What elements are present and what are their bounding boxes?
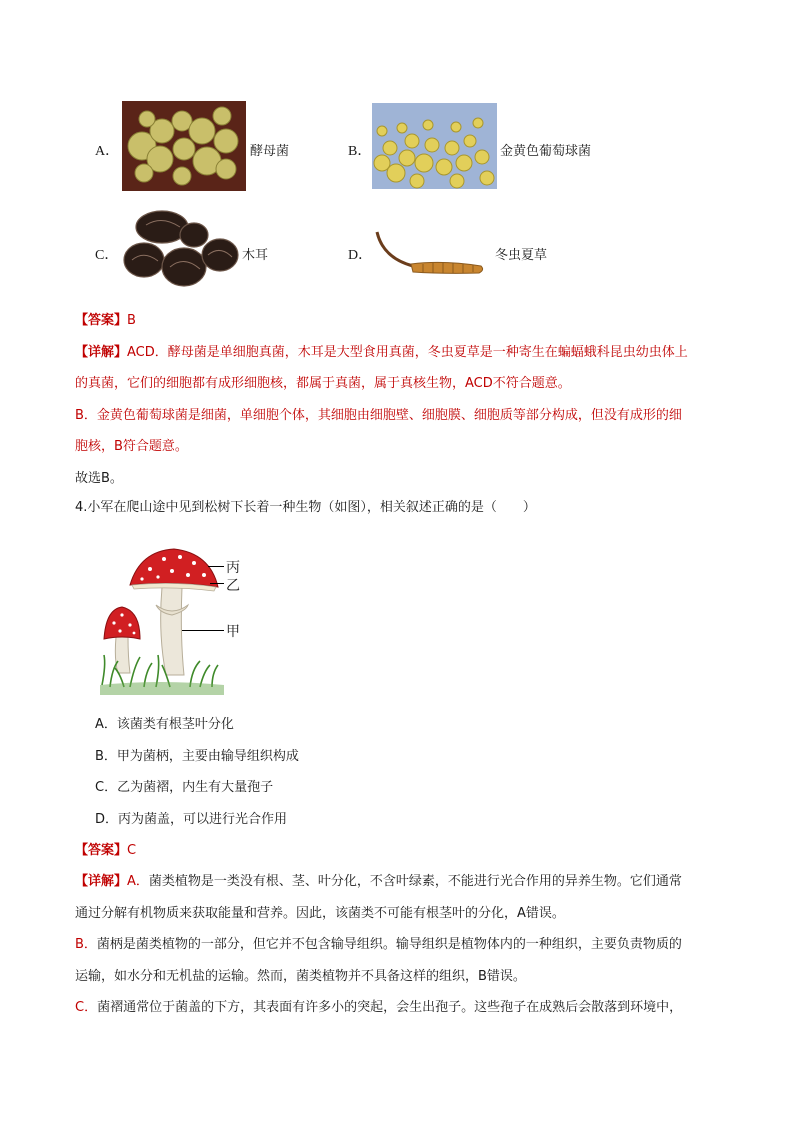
q4-detail-line-1: 【详解】A．菌类植物是一类没有根、茎、叶分化，不含叶绿素，不能进行光合作用的异养生物。它们通常 <box>75 874 682 889</box>
q4-detail-line-4: 运输，如水分和无机盐的运输。然而，菌类植物并不具备这样的组织，B错误。 <box>75 969 526 984</box>
leader-line-jia <box>182 630 224 631</box>
wood-ear-image <box>122 205 240 295</box>
detail-tag: 【详解】 <box>75 345 128 360</box>
cordyceps-image <box>373 228 493 278</box>
option-d-letter: D． <box>348 248 373 263</box>
q4-detail-line-2: 通过分解有机物质来获取能量和营养。因此，该菌类不可能有根茎叶的分化，A错误。 <box>75 906 565 921</box>
q3-detail-line-1: 【详解】ACD．酵母菌是单细胞真菌，木耳是大型食用真菌，冬虫夏草是一种寄生在蝙蝠蛾科昆虫幼虫体上 <box>75 345 688 360</box>
q4-option-b: B．甲为菌柄，主要由输导组织构成 <box>95 749 299 764</box>
q4-detail-line-3: B．菌柄是菌类植物的一部分，但它并不包含输导组织。输导组织是植物体内的一种组织，主要负责物质的 <box>75 937 682 952</box>
option-b-letter: B． <box>348 144 372 159</box>
option-b-label: 金黄色葡萄球菌 <box>500 144 592 159</box>
leader-line-yi <box>210 583 224 584</box>
yeast-image <box>122 101 246 191</box>
option-c-label: 木耳 <box>242 248 269 263</box>
answer-value: C <box>127 843 137 858</box>
leader-line-bing <box>208 566 224 567</box>
q3-detail-line-3: B．金黄色葡萄球菌是细菌，单细胞个体，其细胞由细胞壁、细胞膜、细胞质等部分构成，但没有成形的细 <box>75 408 682 423</box>
q4-answer <box>75 840 136 862</box>
q3-detail-line-4: 胞核，B符合题意。 <box>75 439 188 454</box>
answer-value: B <box>127 313 136 328</box>
label-jia: 甲 <box>226 624 240 640</box>
q3-answer <box>75 310 136 332</box>
q4-option-a: A．该菌类有根茎叶分化 <box>95 717 234 732</box>
label-yi: 乙 <box>226 578 240 594</box>
q4-option-c: C．乙为菌褶，内生有大量孢子 <box>95 780 274 795</box>
option-a-label: 酵母菌 <box>250 144 290 159</box>
answer-tag: 【答案】 <box>75 313 128 328</box>
label-bing: 丙 <box>226 560 240 576</box>
q4-option-d: D．丙为菌盖，可以进行光合作用 <box>95 812 288 827</box>
q3-detail-line-2: 的真菌，它们的细胞都有成形细胞核，都属于真菌，属于真核生物，ACD不符合题意。 <box>75 376 571 391</box>
option-a-letter: A． <box>95 144 120 159</box>
option-d-label: 冬虫夏草 <box>495 248 548 263</box>
detail-tag: 【详解】 <box>75 874 128 889</box>
option-c-letter: C． <box>95 248 119 263</box>
q4-stem: 4.小军在爬山途中见到松树下长着一种生物（如图），相关叙述正确的是（ ） <box>75 500 536 515</box>
staphylococcus-image <box>372 103 497 189</box>
q4-detail-line-5: C．菌褶通常位于菌盖的下方，其表面有许多小的突起，会生出孢子。这些孢子在成熟后会散落到环境中， <box>75 1000 683 1015</box>
q3-conclusion: 故选B。 <box>75 471 123 486</box>
answer-tag: 【答案】 <box>75 843 128 858</box>
